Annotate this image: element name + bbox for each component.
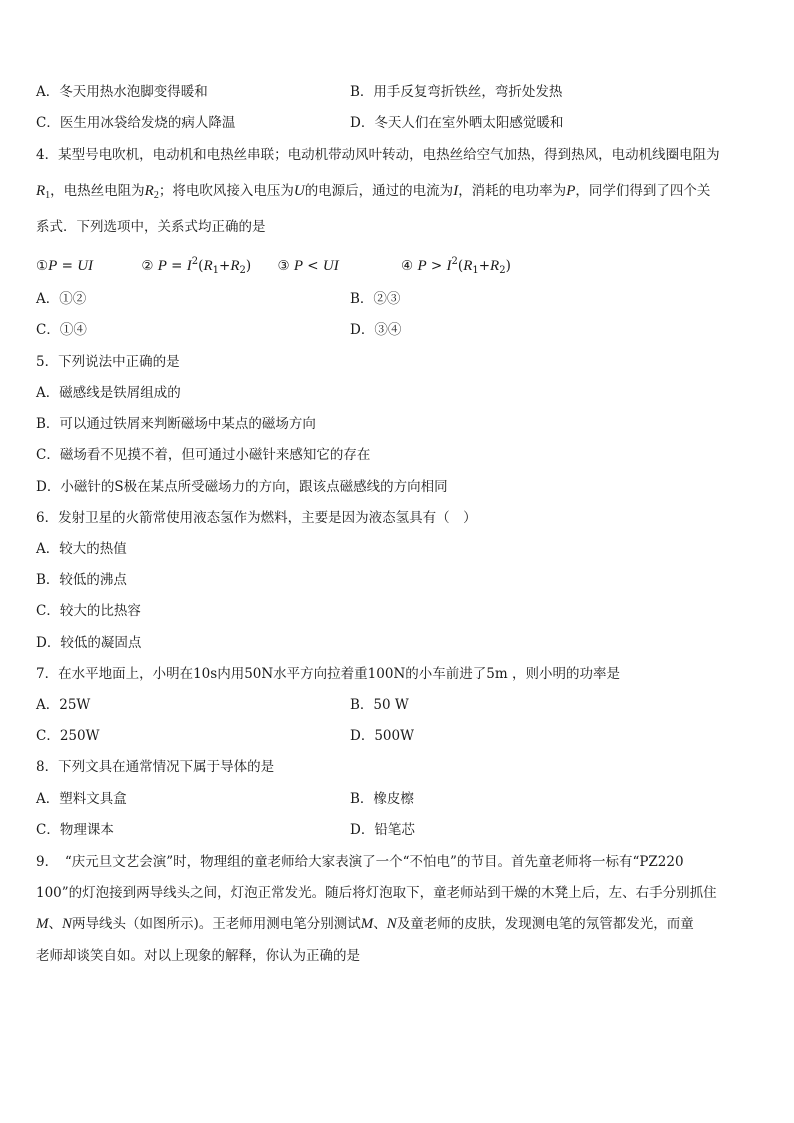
q8-option-b[interactable]: B．橡皮檫 xyxy=(350,791,414,807)
math-m: M xyxy=(36,916,49,932)
q6-option-c[interactable]: C．较大的比热容 xyxy=(36,603,141,619)
q7-options-row-2 xyxy=(36,726,764,746)
q8-option-a[interactable]: A．塑料文具盒 xyxy=(36,791,127,807)
q4-options-row-2 xyxy=(36,320,764,340)
q3-option-c[interactable]: C．医生用冰袋给发烧的病人降温 xyxy=(36,115,236,131)
math-n-2: N xyxy=(386,916,397,932)
q5-option-c[interactable]: C．磁场看不见摸不着，但可通过小磁针来感知它的存在 xyxy=(36,447,371,463)
q4-option-c[interactable]: C．①④ xyxy=(36,322,87,338)
q4-formulas xyxy=(36,252,764,281)
math-r1: $R_1$ xyxy=(36,183,51,201)
q3-options-row-1 xyxy=(36,82,764,102)
q5-stem: 5．下列说法中正确的是 xyxy=(36,354,180,370)
q4-stem-line-2: $R_1$，电热丝电阻为$R_2$；将电吹风接入电压为U的电源后，通过的电流为I，消耗的电功率为P，同学们得到了四个关 xyxy=(36,183,711,201)
q3-option-d[interactable]: D．冬天人们在室外晒太阳感觉暖和 xyxy=(350,115,564,131)
q4-option-d[interactable]: D．③④ xyxy=(350,322,402,338)
q6-option-b[interactable]: B．较低的沸点 xyxy=(36,572,127,588)
q7-option-d[interactable]: D．500W xyxy=(350,728,414,744)
q4-option-a[interactable]: A．①② xyxy=(36,291,87,307)
q5-option-b[interactable]: B．可以通过铁屑来判断磁场中某点的磁场方向 xyxy=(36,416,316,432)
q9-stem-line-3: M、N两导线头（如图所示)。王老师用测电笔分别测试M、N及童老师的皮肤，发现测电笔的氖管都发光，而童 xyxy=(36,916,694,932)
math-r2: $R_2$ xyxy=(144,183,159,201)
formula-1: ①P = UI xyxy=(36,258,94,274)
q8-options-row-2 xyxy=(36,820,764,840)
q7-option-a[interactable]: A．25W xyxy=(36,697,91,713)
q3-options-row-2 xyxy=(36,113,764,133)
q4-stem-line-1: 4．某型号电吹机，电动机和电热丝串联；电动机带动风叶转动，电热丝给空气加热，得到热风，电动机线圈电阻为 xyxy=(36,147,720,163)
q9-stem-line-1: 9． “庆元旦文艺会演”时，物理组的童老师给大家表演了一个“不怕电”的节目。首先童老师将一标有“PZ220 xyxy=(36,854,684,870)
q7-options-row-1 xyxy=(36,695,764,715)
math-i: I xyxy=(453,183,459,199)
q3-option-a[interactable]: A．冬天用热水泡脚变得暖和 xyxy=(36,84,208,100)
q5-option-a[interactable]: A．磁感线是铁屑组成的 xyxy=(36,385,181,401)
formula-3: ③ P < UI xyxy=(277,258,339,274)
q4-options-row-1 xyxy=(36,289,764,309)
q8-stem: 8．下列文具在通常情况下属于导体的是 xyxy=(36,759,275,775)
formula-2: ② $P = I^2(R_1+R_2)$ xyxy=(141,256,252,276)
q8-options-row-1 xyxy=(36,789,764,809)
q4-option-b[interactable]: B．②③ xyxy=(350,291,401,307)
q7-option-b[interactable]: B．50 W xyxy=(350,697,409,713)
q5-option-d[interactable]: D．小磁针的S极在某点所受磁场力的方向，跟该点磁感线的方向相同 xyxy=(36,479,448,495)
q8-option-c[interactable]: C．物理课本 xyxy=(36,822,114,838)
q7-stem: 7．在水平地面上，小明在10s内用50N水平方向拉着重100N的小车前进了5m ，则小明的功率是 xyxy=(36,666,620,682)
formula-4: ④ $P > I^2(R_1+R_2)$ xyxy=(401,256,511,276)
q7-option-c[interactable]: C．250W xyxy=(36,728,100,744)
math-n: N xyxy=(62,916,73,932)
q6-option-a[interactable]: A．较大的热值 xyxy=(36,541,127,557)
q3-option-b[interactable]: B．用手反复弯折铁丝，弯折处发热 xyxy=(350,84,563,100)
q9-stem-line-4: 老师却谈笑自如。对以上现象的解释，你认为正确的是 xyxy=(36,948,360,964)
math-p: P xyxy=(566,183,576,199)
q9-stem-line-2: 100”的灯泡接到两导线头之间，灯泡正常发光。随后将灯泡取下，童老师站到干燥的木凳上后，左、右手分别抓住 xyxy=(36,885,717,901)
q4-stem-line-3: 系式．下列选项中，关系式均正确的是 xyxy=(36,219,266,235)
math-m-2: M xyxy=(360,916,374,932)
q6-stem: 6．发射卫星的火箭常使用液态氢作为燃料，主要是因为液态氢具有（ ） xyxy=(36,510,477,526)
q6-option-d[interactable]: D．较低的凝固点 xyxy=(36,635,142,651)
math-u: U xyxy=(293,183,305,199)
q8-option-d[interactable]: D．铅笔芯 xyxy=(350,822,415,838)
